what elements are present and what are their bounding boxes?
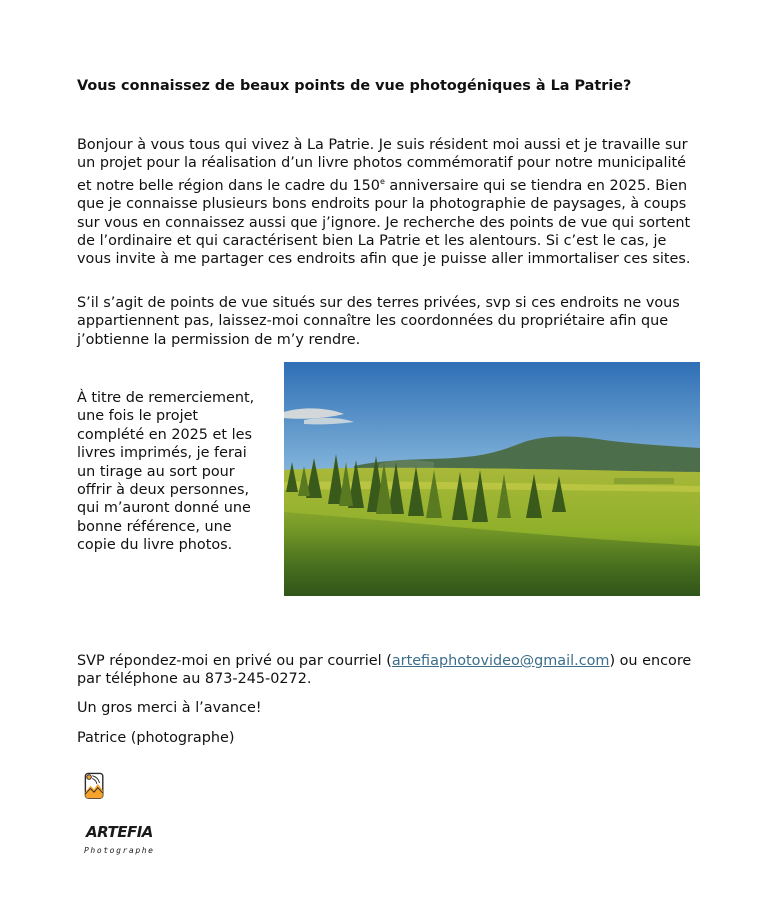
contact-text-start: SVP répondez-moi en privé ou par courriel (: [77, 653, 392, 669]
thanks-offer-paragraph: À titre de remerciement, une fois le projet complété en 2025 et les livres imprimés, je ferai un tirage au sort pour offrir à deux personnes, qui m’auront donné une bonne référence, une copie du livre photos.: [77, 390, 255, 554]
ordinal-superscript: e: [379, 176, 385, 186]
artefia-logo-icon: [84, 764, 128, 824]
thank-you-line: Un gros merci à l’avance!: [77, 700, 262, 716]
logo-tagline: Photographe: [84, 846, 155, 855]
intro-paragraph: [77, 136, 701, 269]
intro-text-start: Bonjour à vous tous qui vivez à La Patrie. Je suis résident moi aussi et je travaille sur un projet pour la réalisation d’un livre photos commémoratif pour notre municipalité et notre belle région dans le cadre du 150: [77, 137, 688, 194]
contact-paragraph: [77, 652, 701, 689]
contact-text-end: ) ou encore par téléphone au 873-245-0272.: [77, 653, 692, 688]
page-heading: Vous connaissez de beaux points de vue photogéniques à La Patrie?: [77, 78, 632, 94]
logo-wordmark: ARTEFIA: [86, 823, 153, 841]
intro-text-end: anniversaire qui se tiendra en 2025. Bien que je connaisse plusieurs bons endroits pour la photographie de paysages, à coups sur vous en connaissez aussi que j’ignore. Je recherche des points de vue qui sortent de l’ordinaire et qui caractérisent bien La Patrie et les alentours. Si c’est le cas, je vous invite à me partager ces endroits afin que je puisse aller immortaliser ces sites.: [77, 177, 691, 268]
email-link[interactable]: artefiaphotovideo@gmail.com: [391, 653, 610, 669]
signature-line: Patrice (photographe): [77, 730, 235, 746]
private-land-paragraph: S’il s’agit de points de vue situés sur des terres privées, svp si ces endroits ne vous appartiennent pas, laissez-moi connaître les coordonnées du propriétaire afin que j’obtienne la permission de m’y rendre.: [77, 295, 680, 348]
landscape-photo: [284, 362, 700, 596]
